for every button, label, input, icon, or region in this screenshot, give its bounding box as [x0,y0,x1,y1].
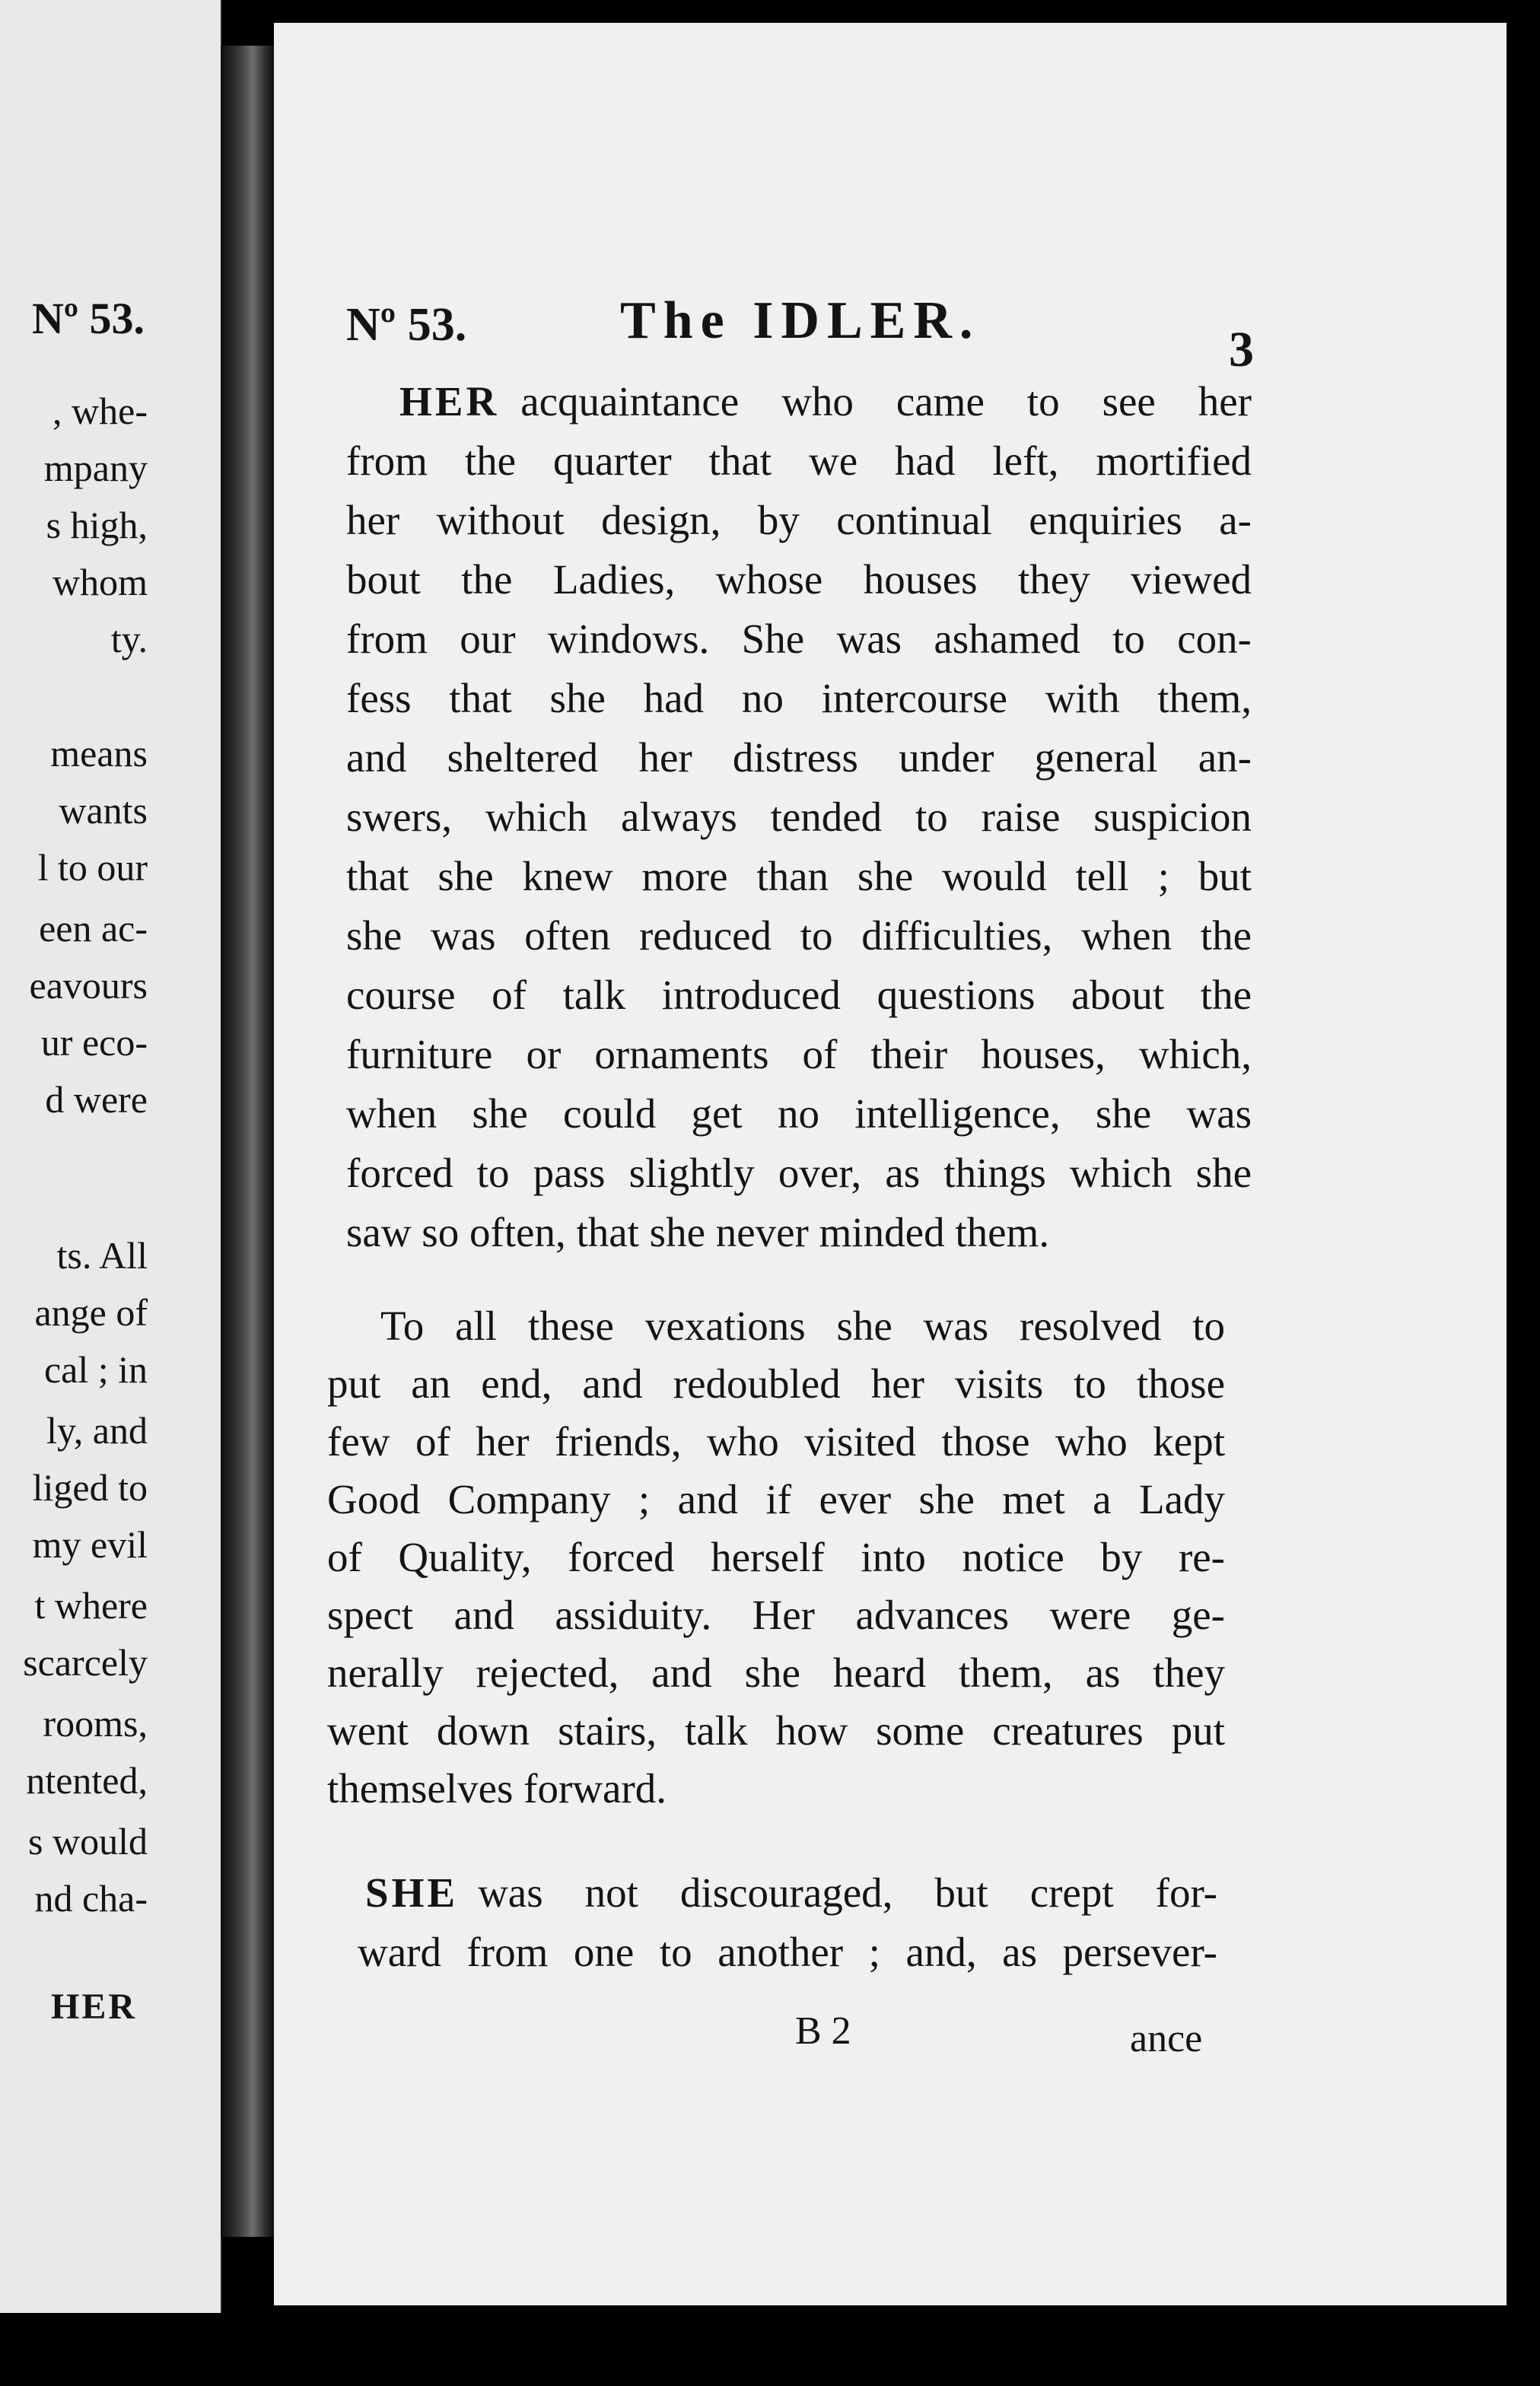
paragraph-3 [358,1869,1217,2001]
paragraph-2-line: went down stairs, talk how some creatures put [327,1707,1225,1754]
left-page-line: , whe- [52,390,148,432]
paragraph-1-line: bout the Ladies, whose houses they viewed [346,556,1252,603]
paragraph-1-line-text: acquaintance who came to see her [520,378,1252,425]
left-page-line: l to our [37,846,148,889]
paragraph-3-line [365,1869,1217,1916]
left-page-line: ty. [110,618,148,660]
page-number: 3 [1229,322,1254,377]
running-header [346,283,1282,377]
left-page-line: ange of [34,1291,148,1334]
essay-number: Nº 53. [346,299,467,351]
left-page-line: s would [28,1820,148,1863]
paragraph-1-line: she was often reduced to difficulties, when the [346,912,1252,959]
paragraph-1-line: swers, which always tended to raise suspicion [346,794,1252,840]
paragraph-1-line: furniture or ornaments of their houses, which, [346,1031,1252,1077]
left-page-line: eavours [29,964,148,1007]
catchword: ance [1130,2017,1203,2060]
left-page-line: liged to [32,1466,148,1509]
paragraph-2-line: themselves forward. [327,1765,667,1812]
paragraph-2-line: of Quality, forced herself into notice by re- [327,1534,1225,1580]
left-page-line: wants [59,789,148,832]
book-gutter [221,46,274,2237]
paragraph-1-line: and sheltered her distress under general an- [346,734,1252,781]
left-facing-page [0,0,222,2313]
paragraph-1-line [399,378,1252,425]
paragraph-2-line: To all these vexations she was resolved to [380,1303,1225,1349]
left-page-line: ur eco- [40,1021,148,1064]
paragraph-3-line-text: was not discouraged, but crept for- [478,1869,1217,1916]
left-page-line: een ac- [39,907,148,950]
left-page-line: mpany [43,447,148,489]
left-page-catchword: HER [50,1987,137,2027]
left-page-line: d were [45,1078,148,1121]
paragraph-2-line: few of her friends, who visited those who kept [327,1418,1225,1465]
left-page-line: scarcely [23,1641,148,1684]
left-page-line: rooms, [43,1702,148,1745]
paragraph-2-line: spect and assiduity. Her advances were ge- [327,1592,1225,1638]
paragraph-1-line: course of talk introduced questions about the [346,972,1252,1018]
page-footer [0,2009,1540,2069]
left-page-line: my evil [32,1523,148,1566]
paragraph-2-line: Good Company ; and if ever she met a Lady [327,1476,1225,1522]
paragraph-1-line: forced to pass slightly over, as things which she [346,1150,1252,1196]
paragraph-2 [327,1305,1225,1837]
paragraph-2-line: nerally rejected, and she heard them, as they [327,1650,1225,1696]
left-page-line: cal ; in [43,1348,148,1391]
paragraph-1-line: her without design, by continual enquiries a- [346,497,1252,543]
signature-mark: B 2 [795,2009,851,2053]
paragraph-1-line: from the quarter that we had left, mortified [346,437,1252,484]
left-page-line: whom [52,561,148,603]
paragraph-1-line: when she could get no intelligence, she was [346,1090,1252,1137]
paragraph-1-initial-word: HER [399,378,500,425]
left-page-line: means [50,732,148,775]
paragraph-1-line: fess that she had no intercourse with them, [346,675,1252,721]
left-page-line: t where [34,1584,148,1627]
paragraph-2-line: put an end, and redoubled her visits to those [327,1360,1225,1407]
paragraph-3-line: ward from one to another ; and, as persever- [358,1929,1217,1975]
left-page-header-fragment: Nº 53. [31,294,145,343]
left-page-line: ts. All [56,1234,148,1277]
left-page-line: nd cha- [34,1877,148,1920]
left-page-line: ntented, [26,1759,148,1802]
running-title: The IDLER. [620,291,981,350]
paragraph-3-initial-word: SHE [365,1869,459,1916]
paragraph-1 [346,380,1252,1293]
paragraph-1-line: from our windows. She was ashamed to con- [346,616,1252,662]
paragraph-1-line: saw so often, that she never minded them. [346,1209,1050,1255]
paragraph-1-line: that she knew more than she would tell ; but [346,853,1252,899]
left-page-line: ly, and [46,1409,148,1452]
left-page-line: s high, [46,504,148,546]
